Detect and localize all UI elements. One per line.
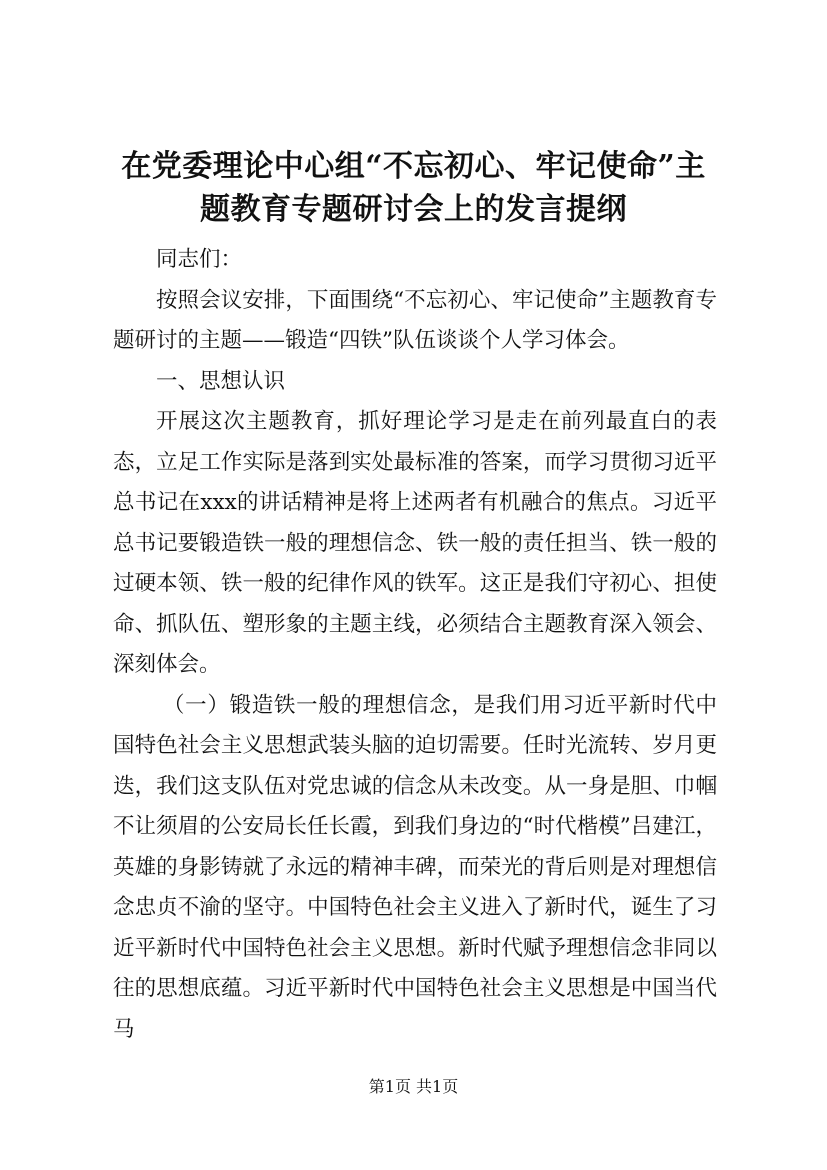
paragraph-subsection-1: （一）锻造铁一般的理想信念，是我们用习近平新时代中国特色社会主义思想武装头脑的迫切需要。任时光流转、岁月更迭，我们这支队伍对党忠诚的信念从未改变。从一身是胆、巾帼不让须眉的公安局长任长霞，到我们身边的“时代楷模”吕建江，英雄的身影铸就了永远的精神丰碑，而荣光的背后则是对理想信念忠贞不渝的坚守。中国特色社会主义进入了新时代，诞生了习近平新时代中国特色社会主义思想。新时代赋予理想信念非同以往的思想底蕴。习近平新时代中国特色社会主义思想是中国当代马 — [113, 692, 717, 1042]
paragraph-intro: 按照会议安排，下面围绕“不忘初心、牢记使命”主题教育专题研讨的主题——锻造“四铁”队伍谈谈个人学习体会。 — [113, 287, 717, 353]
section-heading: 一、思想认识 — [156, 368, 286, 394]
title-line-2: 题教育专题研讨会上的发言提纲 — [200, 192, 627, 227]
document-title — [100, 145, 727, 231]
page-footer: 第1页 共1页 — [368, 1077, 459, 1096]
document-body — [113, 240, 717, 1050]
salutation: 同志们： — [156, 247, 243, 272]
title-line-1: 在党委理论中心组“不忘初心、牢记使命”主 — [121, 149, 706, 184]
paragraph-section-1: 开展这次主题教育，抓好理论学习是走在前列最直白的表态，立足工作实际是落到实处最标准的答案，而学习贯彻习近平总书记在xxx的讲话精神是将上述两者有机融合的焦点。习近平总书记要锻造铁一般的理想信念、铁一般的责任担当、铁一般的过硬本领、铁一般的纪律作风的铁军。这正是我们守初心、担使命、抓队伍、塑形象的主题主线，必须结合主题教育深入领会、深刻体会。 — [113, 409, 717, 677]
